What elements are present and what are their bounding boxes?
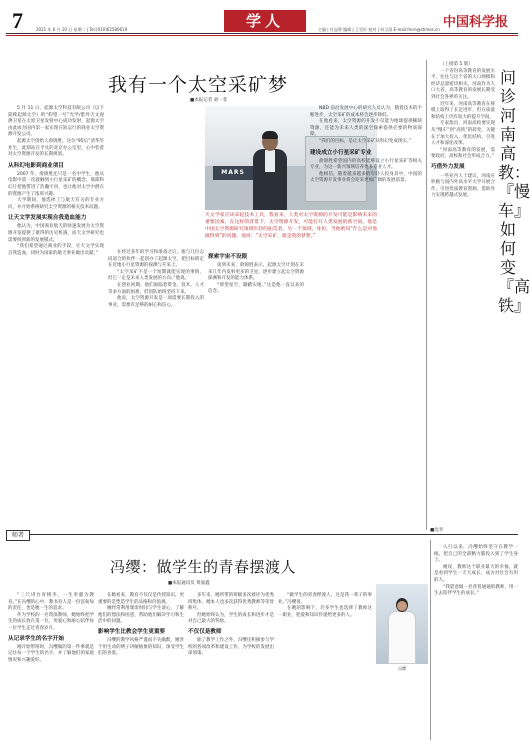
article2-right-column <box>434 545 518 740</box>
paragraph: 在她的影响下，许多学生也选择了教师这一职业，把爱和知识传递给更多的人。 <box>278 606 372 618</box>
article2-column-4 <box>278 593 372 741</box>
paragraph: 她说，教师这个职业最大的幸福，就是看到学生一天天成长，成为对社会有用的人。 <box>434 564 518 583</box>
subheading: 探索宇宙不设限 <box>208 254 248 260</box>
section-divider <box>6 534 518 535</box>
paragraph: 冯缨的教学风格严谨而不失幽默，她善于用生动的例子讲解抽象的知识，深受学生们的喜爱。 <box>98 637 184 657</box>
column-divider <box>430 540 431 740</box>
subheading: 巧借外力发展 <box>431 163 465 170</box>
paragraph: 近年来，河南高等教育在规模上取得了长足进步，但在质量和结构上仍有较大的提升空间。 <box>431 101 495 120</box>
paragraph: “太空采矿不是一个短期就能实现的事情，但它一定是未来人类发展的方向。”他说。 <box>108 269 204 282</box>
teacher-photo <box>376 584 428 664</box>
paragraph: “三尺讲台育桃李，一生奉献为教育。”在冯缨的心中，教书育人是一份沉甸甸的责任，也是她一生的追求。 <box>8 593 94 612</box>
subheading: 让天文学发展实现自我造血能力 <box>8 215 87 222</box>
paragraph: 他说，太空资源开发是一项需要长期投入的事业，需要有足够的耐心和信心。 <box>108 296 204 308</box>
column-tag: 师者 <box>6 530 30 541</box>
masthead-logo: 中国科学报 <box>442 15 508 30</box>
paragraph: “做学生的青春摆渡人，这是我一辈子的事业。”冯缨说。 <box>278 593 372 605</box>
subheading: 建设成立小行星采矿专业 <box>310 149 372 156</box>
person-figure <box>388 598 416 664</box>
article-column-2 <box>108 250 204 526</box>
paragraph: 除了教学工作之外，冯缨还积极参与学校的各项改革和建设工作，为学校的发展出谋划策。 <box>188 637 274 657</box>
article2-title: 冯缨：做学生的青春摆渡人 <box>110 558 297 576</box>
paragraph: 他相信，随着越来越多的年轻人投身其中，中国的太空资源开发事业将会迎来更加广阔的发展前景。 <box>310 171 422 184</box>
column-divider <box>426 60 427 530</box>
paragraph: 作为学校的一名资深教师，她始终把学生的成长放在第一位，用爱心和耐心陪伴每一位学生走过青春岁月。 <box>8 612 94 631</box>
header-rule <box>6 33 518 34</box>
subheading: 不仅仅是教师 <box>188 628 222 635</box>
paragraph: 大学期间，他选择了与航天有关的专业方向，并开始系统研究太空资源的相关技术问题。 <box>8 198 104 210</box>
paragraph: “我们的目标，是让太空采矿从科幻变成现实。” <box>319 138 412 144</box>
paragraph: 谈到未来，俞锦胜表示，起源太空计划在未来几年内发射更多的卫星，逐步建立起太空资源探测和开发的能力体系。 <box>208 263 304 282</box>
paragraph: 她经常利用课余时间与学生谈心，了解他们的想法和困惑，帮助他们解决学习和生活中的问题。 <box>98 606 184 625</box>
article-column-1 <box>8 106 104 526</box>
paragraph: “我愿意做一名普普通通的教师，用一生去陪伴学生的成长。” <box>434 584 518 597</box>
article-byline: ■本报记者 刘一菲 <box>190 98 228 103</box>
photo-caption: 冯缨 <box>398 666 406 671</box>
paragraph: “我们希望通过商业的手段，让天文学实现自我造血，同时为国家的航天事业做出贡献。” <box>8 244 104 256</box>
paragraph: “仰望星空，脚踏实地。”这是他一直以来的信念。 <box>208 282 304 295</box>
article2-column-2 <box>98 593 184 741</box>
sidebar-title: 问诊河南高教：『慢车』如何变『高铁』 <box>498 68 530 315</box>
person-figure <box>253 132 287 210</box>
subheading: 从科幻电影到商业项目 <box>8 162 64 169</box>
article-title: 我有一个太空采矿梦 <box>108 74 289 96</box>
article-intro: 天文学家应该拿起技术工具，我看来，人类对太空资源的开发可能是影响未来的重要因素。在这样的背景下，太空资源开发，可能打开人类发展的新空间。他是中国太空资源研究领域年轻的拓荒者。另一个领域，身份，当他被问“什么是对他做得到”的问题，他说：“太空采矿，就是我的梦想。” <box>205 213 377 239</box>
article2-byline: ■本报通讯员 黄嘉鑫 <box>168 581 210 586</box>
paragraph: 在她看来，教育不仅仅是传授知识，更重要的是塑造学生的品格和价值观。 <box>98 593 184 605</box>
subheading: 影响学生比教会学生更重要 <box>98 628 166 635</box>
page-number: 7 <box>12 8 23 33</box>
subheading: 从记录学生的名字开始 <box>8 635 64 642</box>
paragraph: 入行以来，冯缨始终坚守在教学一线，把自己的全部精力都投入到了学生身上。 <box>434 545 518 564</box>
paragraph: 在创业初期，他们面临着资金、技术、人才等多方面的困难，但团队始终坚持下来。 <box>108 282 204 295</box>
article-column-3 <box>208 250 304 526</box>
header-rule-red <box>6 35 518 36</box>
editor-line: 主编 | 付冠勇 编辑 | 王昊好 校对 | 何卫清 E-mail:hnrn@stimes.cn <box>318 27 440 32</box>
paragraph: 一个省份高等教育的发展水平，往往与这个省的人口规模和经济总量密切相关。河南作为人口大省，高等教育的发展长期受到社会各界的关注。 <box>431 68 495 100</box>
paragraph: 一些业内人士建议，河南应积极与国内外高水平大学开展合作，引进优质教育资源，借助外力实现跨越式发展。 <box>431 173 495 199</box>
paragraph: NBD 前沿发展中心的研究人员认为，随着技术的不断进步，太空采矿的成本将会逐步降低。 <box>310 106 422 118</box>
article2-column-1 <box>8 593 94 741</box>
date-line: 2021 年 6 月 10 日 星期二 | Tel:(010)62580619 <box>36 27 128 32</box>
paragraph: 多年来，她所带的班级多次被评为优秀班集体，她本人也多次获得优秀教师等荣誉称号。 <box>188 593 274 612</box>
sidebar-author: ■沈李 <box>430 528 444 533</box>
paragraph: 起源太空创始人俞锦胜，这位“95后”清华毕业生，此刻站在平凡的北京办公室里，心中装着对太空资源开发的长期规划。 <box>8 138 104 158</box>
paragraph: 在经过多年的学习和准备之后，他与几位志同道合的伙伴一起创办了起源太空，把目标锁定在近地小行星资源的探测与开采上。 <box>108 250 204 269</box>
paragraph: 5 月 11 日，起源太空科技有限公司（以下简称起源太空）的“仰望一号”光学/紫外天文观测卫星在太原卫星发射中心成功发射，起源太空由此成为国内第一家实现在轨运行的商业太空资源开发公司。 <box>8 106 104 138</box>
paragraph: 但她始终认为，学生的成长和进步才是对自己最大的奖励。 <box>188 612 274 625</box>
photo-sign: MARS <box>213 166 253 180</box>
section-label: 学人 <box>224 10 306 32</box>
paragraph: 在他看来，太空资源的开发不仅能为地球提供稀缺资源，还能为未来人类的深空探索提供必要的物质保障。 <box>310 119 422 138</box>
paragraph: 专家指出，河南高校要实现从“慢车”到“高铁”的转变，关键在于加大投入、优化结构、引进人才和深化改革。 <box>431 121 495 147</box>
paragraph: 俞锦胜希望国内的高校能够设立小行星采矿等相关专业，为这一新兴领域培养更多专业人才。 <box>310 158 422 171</box>
paragraph: “河南高等教育的发展，需要政府、高校和社会形成合力。” <box>431 147 495 160</box>
paragraph: 他认为，中国商业航天的快速发展为太空资源开发提供了难得的历史机遇，而天文学研究也需要找到新的发展模式。 <box>8 224 104 243</box>
article2-column-3 <box>188 593 274 741</box>
paragraph: 2007 年，俞锦胜还只是一名中学生，他从电影中第一次接触到小行星采矿的概念。那部科幻片把他带进了浩瀚宇宙，也让他对太空中潜在的资源产生了浓厚兴趣。 <box>8 171 104 197</box>
paragraph: （上接第 5 版） <box>440 62 473 67</box>
article-column-4 <box>310 106 422 526</box>
sidebar-column <box>431 62 495 522</box>
paragraph: 刚开始带班时，冯缨做的第一件事就是记住每一个学生的名字，并了解他们的家庭情况和兴趣爱好。 <box>8 644 94 663</box>
